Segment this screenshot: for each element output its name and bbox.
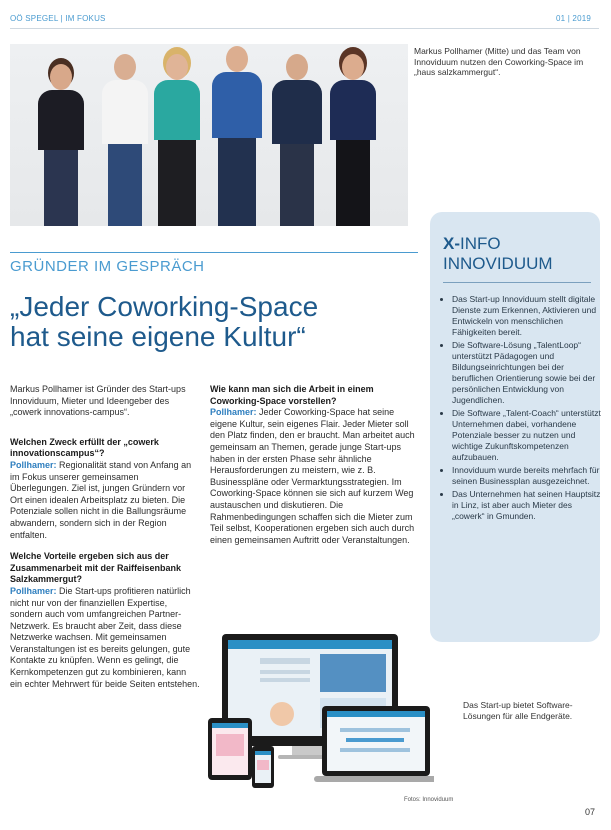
photo-credit: Fotos: Innoviduum — [404, 797, 454, 803]
info-list-item: • Innoviduum wurde bereits mehrfach für seinen Businessplan ausgezeichnet. — [452, 465, 606, 487]
question-2: Welche Vorteile ergeben sich aus der Zusammenarbeit mit der Raiffeisenbank Salzkammergut? — [10, 551, 182, 585]
headline-line-2: hat seine eigene Kultur“ — [10, 321, 306, 352]
answer-3-label: Pollhamer: — [210, 407, 257, 418]
photo-caption: Markus Pollhamer (Mitte) und das Team von Innoviduum nutzen den Coworking-Space im „haus salzkammergut“. — [414, 46, 584, 77]
answer-1: Regionalität stand von Anfang an im Fokus unserer gemeinsamen Überlegungen. Ziel ist, jungen Gründern vor Ort einen idealen Arbeitsplatz zu bieten. Die Potenziale sollen nicht in die Ballungsräume abwandern, sondern sich in der Region entfalten. — [10, 459, 192, 540]
question-3: Wie kann man sich die Arbeit in einem Coworking-Space vorstellen? — [210, 384, 374, 406]
answer-2-label: Pollhamer: — [10, 585, 57, 596]
info-box-subtitle: INNOVIDUUM — [443, 254, 553, 273]
info-list-item: • Die Software „Talent-Coach“ unterstützt Unternehmen dabei, vorhandene Potenziale besser zu nutzen und wichtige Zukunftskompetenzen aufzubauen. — [452, 408, 606, 463]
info-list-item: • Die Software-Lösung „TalentLoop“ unterstützt Pädagogen und Bildungseinrichtungen bei der beruflichen Orientierung sowie bei der persönlichen Entwicklung von Jugendlichen. — [452, 340, 606, 406]
header-divider — [10, 28, 599, 29]
question-1: Welchen Zweck erfüllt der „cowerk innovationscampus“? — [10, 436, 159, 459]
article-column-2 — [210, 384, 418, 556]
section-divider-top — [10, 252, 418, 253]
answer-3: Jeder Coworking-Space hat seine eigene Kultur, sein eigenes Flair. Jeder Mieter soll den Platz finden, den er braucht. Man arbeitet auch gemeinsam an Themen, gerade junge Start-ups haben in der ersten Phase sehr ähnliche Herausforderungen zu meistern, wie z. B. Businesspläne oder Vermarktungsstrategien. Im Coworking-Space können sie sich auf kurzem Weg austauschen und diskutieren. Die Rahmenbedingungen schaffen sich die Mieter zum Teil selbst, Kooperationen ergeben sich auch durch einen gemeinsamen Auftritt oder Veranstaltungen. — [210, 407, 415, 545]
monitor-app-bar — [228, 640, 392, 649]
header-issue-number: 01 | 2019 — [556, 14, 592, 23]
monitor-illustration — [270, 702, 294, 726]
article-column-1 — [10, 384, 200, 700]
answer-2: Die Start-ups profitieren natürlich nicht nur von der finanziellen Expertise, sondern auch vom umfangreichen Partner-Netzwerk. Es braucht aber Zeit, dass diese Netzwerke wachsen. Mit gemeinsamen Veranstaltungen ist es bereits gelungen, gute Kontakte zu knüpfen. Wenn es gelingt, die Kernkompetenzen gut zu kombinieren, kann ein echter Mehrwert für beide Seiten entstehen. — [10, 585, 200, 689]
team-photo — [10, 44, 408, 226]
info-box-title — [443, 234, 501, 253]
page-number: 07 — [585, 807, 596, 817]
article-headline — [10, 292, 420, 352]
headline-line-1: „Jeder Coworking-Space — [10, 291, 319, 322]
answer-1-label: Pollhamer: — [10, 459, 57, 470]
info-box-divider — [443, 282, 591, 283]
info-box-x-mark: X- — [443, 234, 460, 253]
info-box-list — [440, 294, 606, 524]
devices-caption: Das Start-up bietet Software-Lösungen für alle Endgeräte. — [463, 700, 573, 721]
info-list-item: • Das Unternehmen hat seinen Hauptsitz in Linz, ist aber auch Mieter des „cowerk“ in Gmunden. — [452, 489, 606, 522]
laptop-base — [314, 776, 434, 782]
section-label: GRÜNDER IM GESPRÄCH — [10, 258, 205, 275]
devices-illustration — [200, 628, 434, 798]
header-section-label: OÖ SPEGEL | IM FOKUS — [10, 14, 106, 23]
info-list-item: • Das Start-up Innoviduum stellt digitale Dienste zum Erkennen, Aktivieren und Entwickeln von menschlichen Fähigkeiten bereit. — [452, 294, 606, 338]
article-intro: Markus Pollhamer ist Gründer des Start-ups Innoviduum, Mieter und Ideengeber des „cowerk innovations-campus“. — [10, 384, 186, 418]
info-box-title-rest: INFO — [460, 234, 501, 253]
